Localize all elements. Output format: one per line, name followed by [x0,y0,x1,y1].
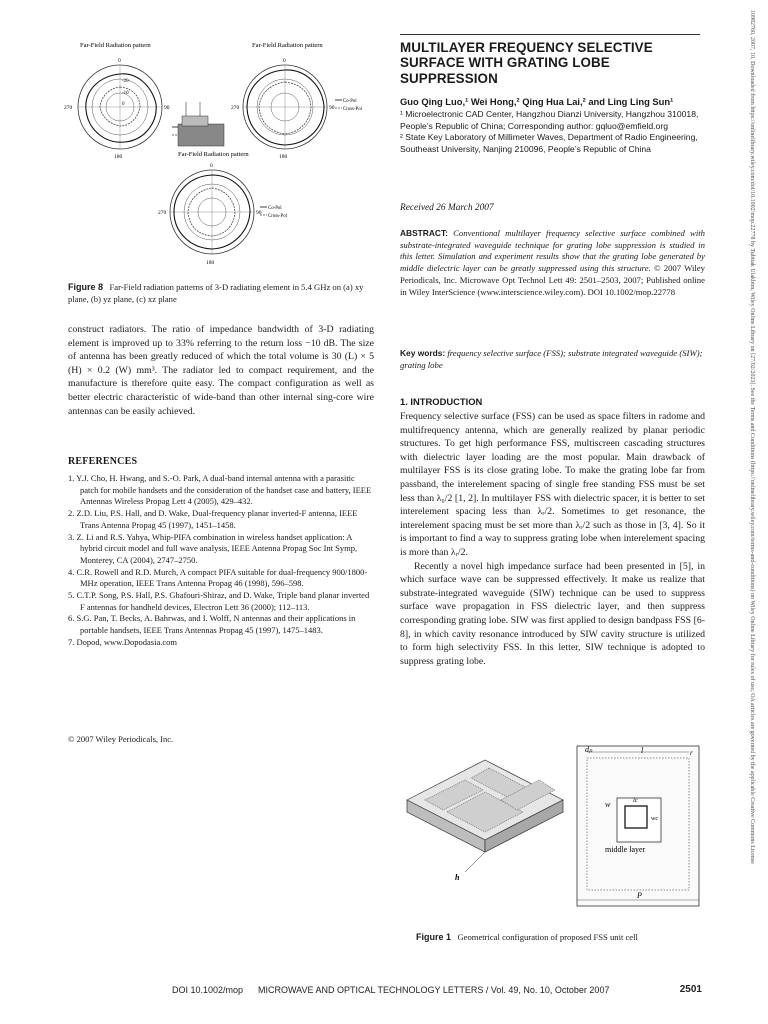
label-dp: dₚ [585,745,593,754]
label-p: P [637,891,642,900]
reference-item: 7. Dopod, www.Dopodasia.com [68,636,177,647]
plot-a-angle-270: 270 [64,105,73,111]
figure-1-fss-geometry [405,740,705,918]
abstract-text: Conventional multilayer frequency selective surface combined with substrate-integrated waveguide technique for grating lobe suppression is studied in this letter. Simulation and experiment results show that the grating lobe generated by middle dielectric layer can be greatly suppressed using this structure. [400,228,705,274]
plot-b-legend-co: Co-Pol [343,99,357,104]
label-lc: lc [633,797,638,804]
plot-a-title: Far-Field Radiation pattern [80,42,151,49]
affiliation-2: ² State Key Laboratory of Millimeter Waves, Department of Radio Engineering, Southeast University, Nanjing 210096, People’s Republic of China [400,132,698,154]
plot-b-angle-90: 90 [329,105,335,111]
plot-c-legend-co: Co-Pol [268,206,282,211]
figure-8-label: Figure 8 [68,282,104,292]
plot-b-angle-0: 0 [283,58,286,64]
fss-3d-view [407,760,563,882]
label-w: w [605,800,611,809]
reference-item: 4. C.R. Rowell and R.D. Murch, A compact PIFA suitable for dual-frequency 900/1800-MHz operation, IEEE Trans Antenna Propag 46 (1998), 596–598. [68,566,368,589]
plot-c-angle-180: 180 [206,260,215,266]
figure-8-caption-text: Far-Field radiation patterns of 3-D radiating element in 5.4 GHz on (a) xy plane, (b) yz plane, (c) xz plane [68,282,364,304]
plot-c-angle-0: 0 [210,163,213,169]
plot-a-ring-label-3: 0 [122,102,125,107]
polar-plots [64,32,370,272]
left-body-paragraph: construct radiators. The ratio of impedance bandwidth of 3-D radiating element is improved up to 33% referring to the return loss −10 dB. The size of antenna has been greatly reduced of which the total volume is 30 (L) × 5 (H) × 0.2 (W) mm³. The radiator led to compact requirement, and the manufacture is therefore quite easy. The compact configuration as well as better electric characteristic of wide-band than other internal sing-core wire antennas can be easily achieved. [68,324,374,417]
received-date: Received 26 March 2007 [400,203,494,213]
fss-unit-cell-diagram [405,740,705,918]
author-affiliations [400,109,705,155]
title-rule [400,34,700,35]
fss-top-view [577,745,699,906]
figure-8-caption [68,281,374,305]
copyright-notice: © 2007 Wiley Periodicals, Inc. [68,734,174,744]
keywords-text: frequency selective surface (FSS); substrate integrated waveguide (SIW); grating lobe [400,348,703,370]
introduction-heading: 1. INTRODUCTION [400,396,483,407]
label-l: l [641,746,644,755]
keywords-label: Key words: [400,348,446,358]
label-middle-layer: middle layer [605,845,646,854]
figure-8-radiation-patterns [64,32,370,272]
plot-c-legend-cross: Cross-Pol [268,214,287,219]
introduction-body [400,410,705,668]
plot-b-title: Far-Field Radiation pattern [252,42,323,49]
download-sidenote: 10982760, 2007, 10, Downloaded from https://onlinelibrary.wiley.com/doi/10.1002/mop.22778 by Tubitak Ulakbim, Wiley Online Library on [27/02/2023]. See the Terms and Conditions (https://onlinelibrary.wiley.com/terms-and-conditions) on Wiley Online Library for rules of use; OA articles are governed by the applicable Creative Commons License [749,10,755,864]
plot-b-legend-cross: Cross-Pol [343,107,362,112]
reference-item: 2. Z.D. Liu, P.S. Hall, and D. Wake, Dual-frequency planar inverted-F antenna, IEEE Trans Antenna Propag 45 (1997), 1451–1458. [68,508,358,530]
references-heading: REFERENCES [68,456,138,467]
footer-journal: MICROWAVE AND OPTICAL TECHNOLOGY LETTERS / Vol. 49, No. 10, October 2007 [258,985,610,995]
plot-a-angle-180: 180 [114,154,123,160]
polar-plot-c [158,151,288,266]
keywords [400,348,705,371]
plot-a-angle-90: 90 [164,105,170,111]
article-title: MULTILAYER FREQUENCY SELECTIVE SURFACE WITH GRATING LOBE SUPPRESSION [400,40,653,86]
label-h: h [455,873,460,882]
reference-item: 6. S.G. Pan, T. Becks, A. Bahrwas, and I. Wolff, N antennas and their applications in portable handsets, IEEE Trans Antennas Propag 45 (1997), 1475–1483. [68,613,356,636]
article-authors: Guo Qing Luo,¹ Wei Hong,² Qing Hua Lai,² and Ling Ling Sun¹ [400,96,674,107]
polar-plot-b [231,42,363,160]
page-number: 2501 [679,984,702,995]
label-r: r [690,749,693,757]
reference-item: 3. Z. Li and R.S. Yahya, Whip-PIFA combination in wireless handset application: A hybrid circuit model and full wave analysis, IEEE Antenna Propag Soc Int Symp, Monterey, CA (2004), 2747–2750. [68,531,358,565]
antenna-inset [178,102,224,146]
figure-1-caption-text: Geometrical configuration of proposed FSS unit cell [457,932,638,942]
plot-a-ring-label-2: -10 [122,91,129,96]
plot-a-ring-label-1: -20 [122,79,129,84]
abstract [400,228,705,298]
plot-b-angle-180: 180 [279,154,288,160]
intro-paragraph-1: Frequency selective surface (FSS) can be used as space filters in radome and multifrequency antenna, which are generally realized by planar periodic structures. To get high performance FSS, multiscreen cascading structures with dielectric layer loading are the most popular. Main drawback of multilayer FSS is its close grating lobe. To make the grating lobe far from passband, the interelement spacing of single free standing FSS must be set less than λ₀/2 [1, 2]. In multilayer FSS with dielectric spacer, it is better to set interelement spacing less than λᵣ/2. Sometimes to get resonance, the interelement spacing must be set more than λᵣ/2 such as those in [3, 4]. So it is important to find a way to suppress grating lobe when interelement spacing is more than λᵣ/2. [400,411,705,558]
plot-c-angle-90: 90 [256,210,262,216]
references-list [68,473,374,649]
reference-item: 1. Y.J. Cho, H. Hwang, and S.-O. Park, A dual-band internal antenna with a parasitic patch for mobile handsets and the consideration of the handset case and battery, IEEE Antennas Wireless Propag Lett 4 (2005), 429–432. [68,473,372,507]
abstract-citation: © 2007 Wiley Periodicals, Inc. Microwave Opt Technol Lett 49: 2501–2503, 2007; Published online in Wiley InterScience (www.interscience.wiley.com). DOI 10.1002/mop.22778 [400,263,706,297]
abstract-label: ABSTRACT: [400,228,448,238]
left-column-body [68,323,374,418]
plot-b-angle-270: 270 [231,105,240,111]
reference-item: 5. C.T.P. Song, P.S. Hall, P.S. Ghafouri-Shiraz, and D. Wake, Triple band planar inverted F antennas for handheld devices, Electron Lett 36 (2000); 112–113. [68,590,370,612]
affiliation-1: ¹ Microelectronic CAD Center, Hangzhou Dianzi University, Hangzhou 310018, People’s Republic of China; Corresponding author: gqluo@emfield.org [400,109,699,131]
intro-paragraph-2: Recently a novel high impedance surface had been presented in [5], in which surface wave can be suppressed effectively. It make us realize that substrate-integrated waveguide (SIW) technique can be used to suppress surface wave propagation in FSS dielectric layer, and then suppress corresponding grating lobe. SIW was first applied to design bandpass FSS [6-8], in which cavity resonance introduced by SIW cavity structure is utilized to form high selectivity FSS. In this letter, SIW technique is adopted to suppress grating lobe. [400,560,705,667]
plot-c-title: Far-Field Radiation pattern [178,151,249,158]
plot-c-angle-270: 270 [158,210,167,216]
figure-1-caption [416,932,638,942]
footer-doi: DOI 10.1002/mop [172,985,244,995]
label-wc: wc [651,815,659,822]
figure-1-label: Figure 1 [416,932,452,942]
plot-a-angle-0: 0 [118,58,121,64]
